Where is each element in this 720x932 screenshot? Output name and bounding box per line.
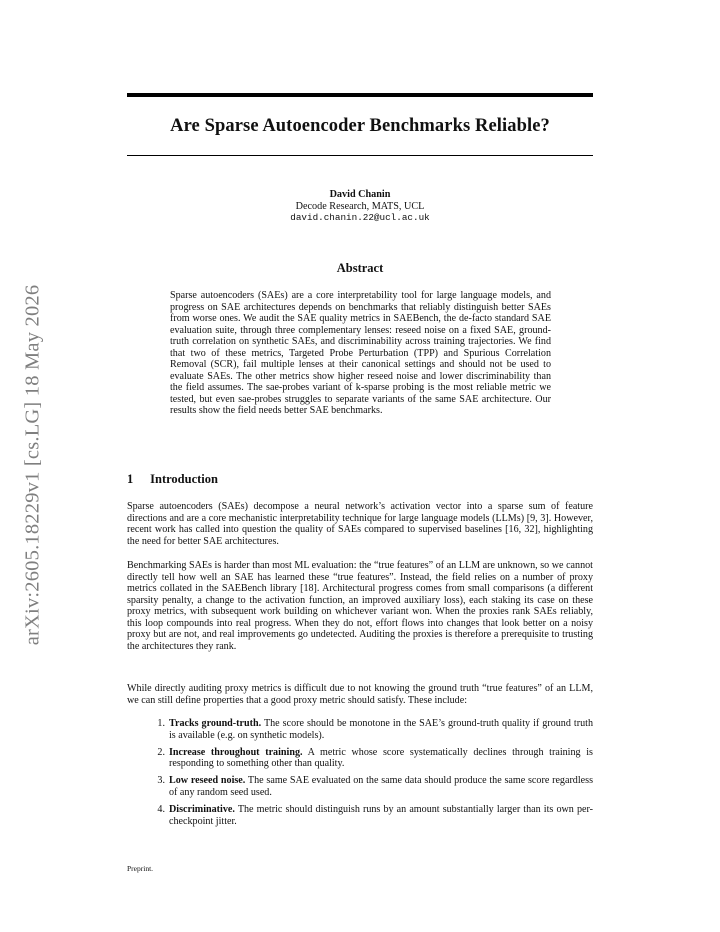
author-email: david.chanin.22@ucl.ac.uk <box>290 212 430 224</box>
list-item <box>150 718 593 741</box>
list-number: 2. <box>157 746 165 758</box>
list-item-title: Low reseed noise. <box>169 775 246 787</box>
list-number: 1. <box>157 718 165 729</box>
list-item-text: The metric should distinguish runs by an amount substantially larger than its own per-checkpoint jitter. <box>169 804 593 827</box>
abstract-heading: Abstract <box>336 261 384 275</box>
title-bottom-rule <box>127 155 593 156</box>
list-item-title: Tracks ground-truth. <box>169 718 262 729</box>
list-item-title: Discriminative. <box>169 804 235 816</box>
intro-paragraph: Sparse autoencoders (SAEs) decompose a neural network’s activation vector into a sparse sum of feature directions and are a core mechanistic interpretability technique for large language models (LLMs) [9, 3]. However, recent work has called into question the quality of SAEs compared to supervised baselines [16, 32], highlighting the need for better SAE architectures. <box>127 501 593 547</box>
list-item <box>150 775 593 798</box>
author-affiliation: Decode Research, MATS, UCL <box>295 200 425 212</box>
author-block <box>127 189 593 224</box>
list-item-title: Increase throughout training. <box>169 746 303 758</box>
footer-note: Preprint. <box>127 864 154 873</box>
list-item-text: The same SAE evaluated on the same data should produce the same score regardless of any random seed used. <box>169 775 593 798</box>
arxiv-stamp: arXiv:2605.18229v1 [cs.LG] 18 May 2026 <box>21 284 44 646</box>
list-item <box>150 747 593 770</box>
properties-list <box>150 718 593 833</box>
abstract-text: Sparse autoencoders (SAEs) are a core interpretability tool for large language models, and progress on SAE architectures depends on benchmarks that reliably distinguish better SAEs from worse ones. We audit the SAE quality metrics in SAEBench, the de-facto standard SAE evaluation suite, through three complementary lenses: reseed noise on a fixed SAE, ground-truth correlation on synthetic SAEs, and discriminability across training trajectories. We find that two of these metrics, Targeted Probe Perturbation (TPP) and Spurious Correlation Removal (SCR), fail multiple lenses at their canonical settings and should not be used to evaluate SAEs. The other metrics show higher reseed noise and lower discriminability than the field assumes. The sae-probes variant of k-sparse probing is the most reliable metric we tested, but even sae-probes struggles to separate variants of the same SAE architecture. Our results show the field needs better SAE benchmarks. <box>170 290 551 417</box>
section-heading <box>127 472 218 487</box>
list-number: 4. <box>157 804 165 816</box>
title-top-rule <box>127 93 593 97</box>
section-title: Introduction <box>150 472 218 486</box>
author-name: David Chanin <box>329 189 391 200</box>
intro-paragraph: While directly auditing proxy metrics is difficult due to not knowing the ground truth “true features” of an LLM, we can still define properties that a good proxy metric should satisfy. These include: <box>127 683 593 706</box>
intro-paragraph: Benchmarking SAEs is harder than most ML evaluation: the “true features” of an LLM are unknown, so we cannot directly tell how well an SAE has learned these “true features”. Instead, the field relies on a number of proxy metrics collated in the SAEBench library [18]. Architectural progress comes from small comparisons (a different sparsity penalty, a change to the activation function, an improved auxiliary loss), each staking its case on these proxy metrics, with subsequent work building on whichever variant won. When the proxies rank SAEs reliably, this loop compounds into real progress. When they do not, effort flows into changes that look better on a noisy proxy but are not, and real improvements go undetected. Auditing the proxies is therefore a prerequisite to trusting the architectures they rank. <box>127 560 593 652</box>
paper-title: Are Sparse Autoencoder Benchmarks Reliable? <box>170 116 550 136</box>
list-number: 3. <box>157 775 165 787</box>
list-item-text: A metric whose score systematically declines through training is responding to something other than quality. <box>169 746 593 770</box>
list-item <box>150 804 593 827</box>
section-number: 1 <box>127 472 134 486</box>
list-item-text: The score should be monotone in the SAE’s ground-truth quality if ground truth is available (e.g. on synthetic models). <box>169 718 593 741</box>
